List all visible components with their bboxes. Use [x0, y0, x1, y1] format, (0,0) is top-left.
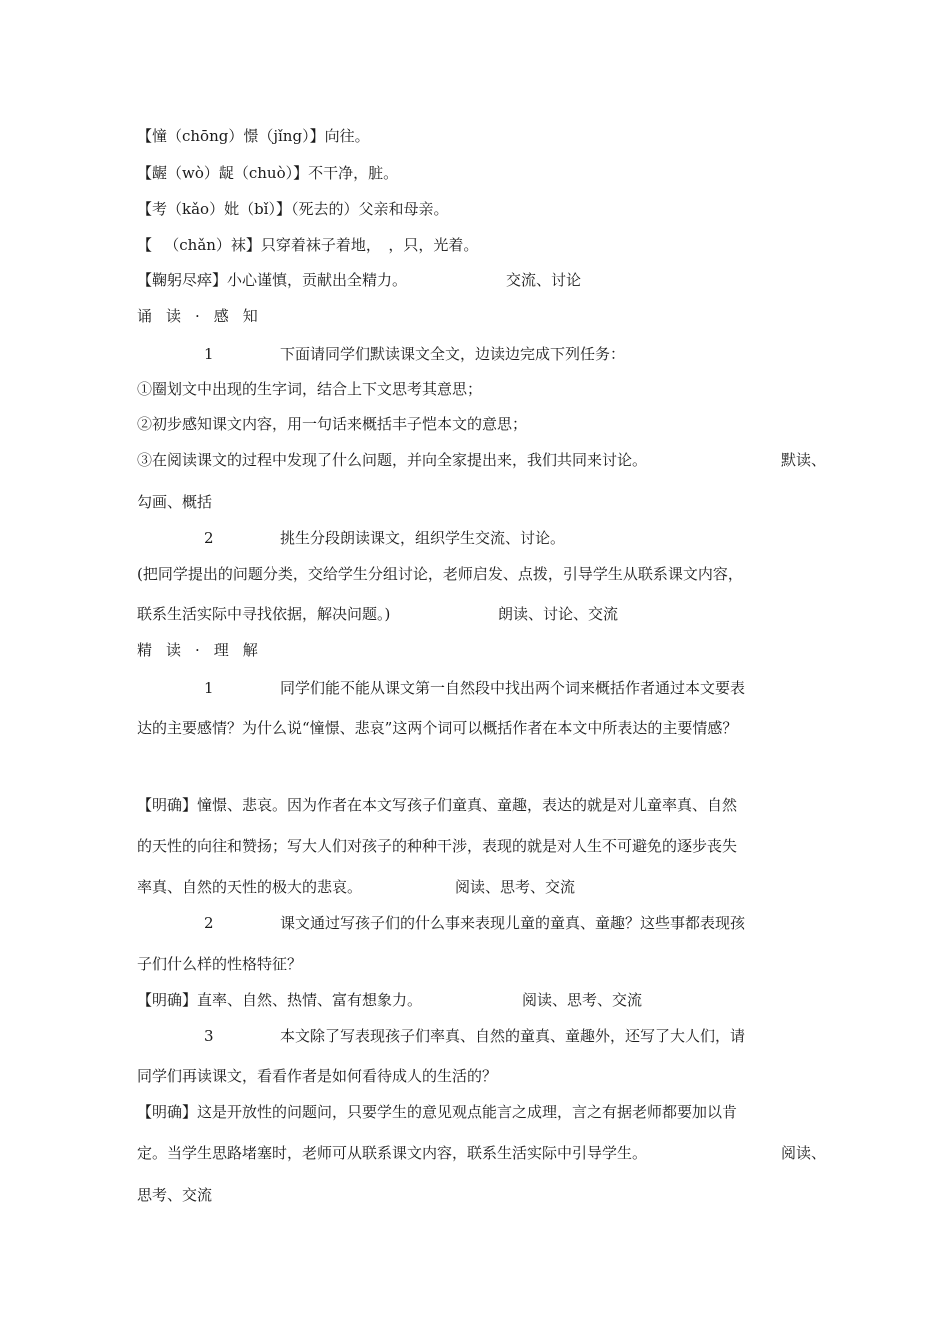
activity-tag: 勾画、概括 — [137, 493, 213, 511]
activity-tag: 思考、交流 — [137, 1186, 213, 1204]
question-text: 子们什么样的性格特征？ — [137, 955, 303, 973]
question-text: 同学们再读课文，看看作者是如何看待成人的生活的？ — [137, 1067, 498, 1085]
vocab-entry-kaobi: 【考（kǎo）妣（bǐ）】（死去的）父亲和母亲。 — [137, 200, 449, 218]
activity-tag: 阅读、 — [781, 1144, 827, 1162]
answer-text: 的天性的向往和赞扬；写大人们对孩子的种种干涉，表现的就是对人生不可避免的逐步丧失 — [137, 837, 738, 855]
answer-text: 定。当学生思路堵塞时，老师可从联系课文内容，联系生活实际中引导学生。 — [137, 1144, 648, 1162]
question-number: 3 — [204, 1027, 214, 1045]
task-note: 联系生活实际中寻找依据，解决问题。) — [137, 605, 391, 623]
vocab-entry-chanwa: 【 （chǎn）袜】只穿着袜子着地， ，只，光着。 — [137, 236, 479, 254]
task-item: ①圈划文中出现的生字词，结合上下文思考其意思； — [137, 380, 483, 398]
activity-tag: 默读、 — [781, 451, 827, 469]
task-text: 下面请同学们默读课文全文，边读边完成下列任务： — [280, 345, 626, 363]
question-number: 2 — [204, 914, 214, 932]
question-text: 本文除了写表现孩子们率真、自然的童真、童趣外，还写了大人们，请 — [280, 1027, 746, 1045]
task-text: 挑生分段朗读课文，组织学生交流、讨论。 — [280, 529, 566, 547]
vocab-entry-jugong: 【鞠躬尽瘁】小心谨慎，贡献出全精力。 — [137, 271, 408, 289]
task-number: 2 — [204, 529, 214, 547]
vocab-entry-chongjing: 【憧（chōng）憬（jǐng）】向往。 — [137, 127, 370, 145]
question-text: 达的主要感情？为什么说“憧憬、悲哀”这两个词可以概括作者在本文中所表达的主要情感？ — [137, 719, 738, 737]
task-note: (把同学提出的问题分类，交给学生分组讨论，老师启发、点拨，引导学生从联系课文内容， — [137, 565, 743, 583]
answer-text: 率真、自然的天性的极大的悲哀。 — [137, 878, 363, 896]
answer-text: 【明确】直率、自然、热情、富有想象力。 — [137, 991, 423, 1009]
vocab-entry-wochuo: 【龌（wò）龊（chuò）】不干净，脏。 — [137, 164, 399, 182]
activity-tag: 朗读、讨论、交流 — [498, 605, 619, 623]
question-number: 1 — [204, 679, 214, 697]
section-heading-recite: 诵读·感知 — [137, 307, 272, 325]
vocab-activity-tag: 交流、讨论 — [506, 271, 582, 289]
answer-text: 【明确】憧憬、悲哀。因为作者在本文写孩子们童真、童趣，表达的就是对儿童率真、自然 — [137, 796, 738, 814]
answer-text: 【明确】这是开放性的问题问，只要学生的意见观点能言之成理，言之有据老师都要加以肯 — [137, 1103, 738, 1121]
task-number: 1 — [204, 345, 214, 363]
activity-tag: 阅读、思考、交流 — [522, 991, 643, 1009]
question-text: 同学们能不能从课文第一自然段中找出两个词来概括作者通过本文要表 — [280, 679, 746, 697]
question-text: 课文通过写孩子们的什么事来表现儿童的童真、童趣？这些事都表现孩 — [280, 914, 746, 932]
section-heading-close-reading: 精读·理解 — [137, 641, 272, 659]
activity-tag: 阅读、思考、交流 — [455, 878, 576, 896]
task-item: ②初步感知课文内容，用一句话来概括丰子恺本文的意思； — [137, 415, 528, 433]
task-item: ③在阅读课文的过程中发现了什么问题，并向全家提出来，我们共同来讨论。 — [137, 451, 648, 469]
